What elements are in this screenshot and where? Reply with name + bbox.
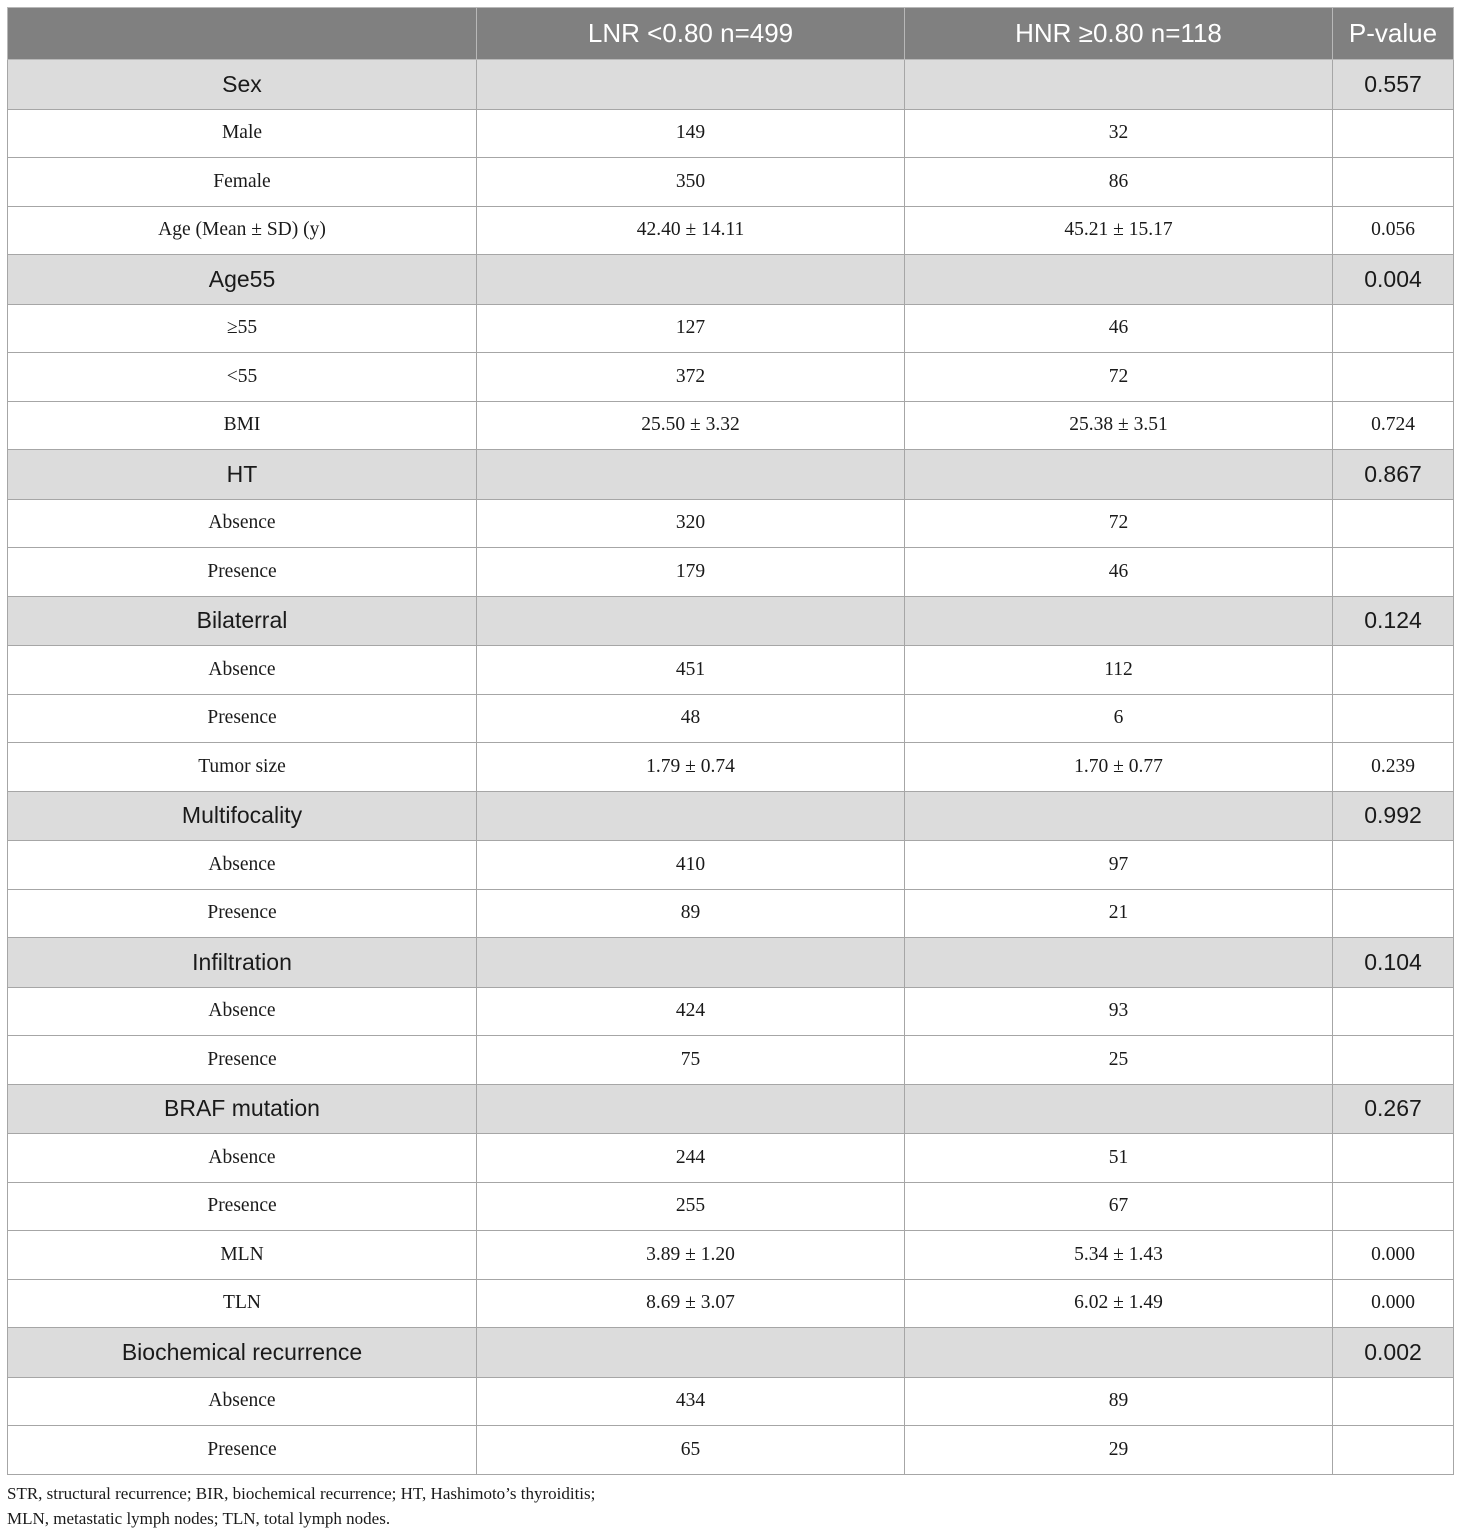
p-value-cell <box>1333 548 1454 597</box>
hnr-value: 6.02 ± 1.49 <box>905 1279 1333 1328</box>
variable-label: BMI <box>8 401 477 450</box>
hnr-value: 97 <box>905 841 1333 890</box>
level-label: Presence <box>8 1036 477 1085</box>
hnr-value: 25 <box>905 1036 1333 1085</box>
header-row <box>8 8 1454 60</box>
p-value-cell <box>1333 499 1454 548</box>
level-label: Male <box>8 109 477 158</box>
hnr-value: 51 <box>905 1134 1333 1183</box>
row-biochemical-absence <box>8 1377 1454 1426</box>
p-value-cell <box>1333 353 1454 402</box>
level-label: Presence <box>8 694 477 743</box>
p-value: 0.000 <box>1333 1231 1454 1280</box>
level-label: Absence <box>8 1377 477 1426</box>
row-multifocality-presence <box>8 889 1454 938</box>
row-braf-presence <box>8 1182 1454 1231</box>
p-value-cell <box>1333 841 1454 890</box>
row-ht-absence <box>8 499 1454 548</box>
row-infiltration-absence <box>8 987 1454 1036</box>
level-label: Absence <box>8 499 477 548</box>
row-sex-male <box>8 109 1454 158</box>
lnr-value: 149 <box>477 109 905 158</box>
lnr-value: 372 <box>477 353 905 402</box>
hnr-value: 72 <box>905 499 1333 548</box>
p-value: 0.124 <box>1333 596 1454 646</box>
lnr-value: 1.79 ± 0.74 <box>477 743 905 792</box>
p-value: 0.267 <box>1333 1084 1454 1134</box>
p-value: 0.557 <box>1333 60 1454 110</box>
table-footnote <box>7 1481 595 1531</box>
hnr-value: 5.34 ± 1.43 <box>905 1231 1333 1280</box>
group-row-age55 <box>8 255 1454 305</box>
footnote-line: STR, structural recurrence; BIR, biochemical recurrence; HT, Hashimoto’s thyroiditis; <box>7 1484 596 1503</box>
level-label: Absence <box>8 841 477 890</box>
hnr-cell <box>905 1084 1333 1134</box>
hnr-cell <box>905 1328 1333 1378</box>
variable-label: Multifocality <box>8 791 477 841</box>
p-value: 0.867 <box>1333 450 1454 500</box>
p-value: 0.004 <box>1333 255 1454 305</box>
variable-label: Sex <box>8 60 477 110</box>
variable-label: TLN <box>8 1279 477 1328</box>
lnr-value: 350 <box>477 158 905 207</box>
lnr-value: 434 <box>477 1377 905 1426</box>
level-label: Presence <box>8 548 477 597</box>
p-value-cell <box>1333 158 1454 207</box>
row-bilateral-presence <box>8 694 1454 743</box>
lnr-cell <box>477 938 905 988</box>
hnr-cell <box>905 596 1333 646</box>
p-value-cell <box>1333 1426 1454 1475</box>
group-row-infiltration <box>8 938 1454 988</box>
p-value: 0.239 <box>1333 743 1454 792</box>
hnr-cell <box>905 255 1333 305</box>
lnr-value: 179 <box>477 548 905 597</box>
hnr-value: 86 <box>905 158 1333 207</box>
hnr-value: 21 <box>905 889 1333 938</box>
lnr-value: 255 <box>477 1182 905 1231</box>
header-variable-cell <box>8 8 477 60</box>
hnr-value: 93 <box>905 987 1333 1036</box>
p-value-cell <box>1333 1134 1454 1183</box>
characteristics-table <box>7 7 1454 1475</box>
lnr-value: 48 <box>477 694 905 743</box>
variable-label: Age55 <box>8 255 477 305</box>
lnr-value: 89 <box>477 889 905 938</box>
row-biochemical-presence <box>8 1426 1454 1475</box>
lnr-value: 451 <box>477 646 905 695</box>
p-value: 0.992 <box>1333 791 1454 841</box>
hnr-value: 32 <box>905 109 1333 158</box>
lnr-value: 127 <box>477 304 905 353</box>
lnr-value: 3.89 ± 1.20 <box>477 1231 905 1280</box>
group-row-braf-mutation <box>8 1084 1454 1134</box>
lnr-value: 320 <box>477 499 905 548</box>
p-value-cell <box>1333 1182 1454 1231</box>
hnr-value: 46 <box>905 304 1333 353</box>
hnr-value: 46 <box>905 548 1333 597</box>
variable-label: Biochemical recurrence <box>8 1328 477 1378</box>
row-tln <box>8 1279 1454 1328</box>
group-row-multifocality <box>8 791 1454 841</box>
variable-label: HT <box>8 450 477 500</box>
hnr-value: 25.38 ± 3.51 <box>905 401 1333 450</box>
p-value-cell <box>1333 646 1454 695</box>
lnr-cell <box>477 791 905 841</box>
variable-label: Age (Mean ± SD) (y) <box>8 206 477 255</box>
p-value: 0.056 <box>1333 206 1454 255</box>
lnr-value: 410 <box>477 841 905 890</box>
row-mln <box>8 1231 1454 1280</box>
header-p-value: P-value <box>1333 8 1454 60</box>
lnr-value: 42.40 ± 14.11 <box>477 206 905 255</box>
row-bmi <box>8 401 1454 450</box>
lnr-value: 8.69 ± 3.07 <box>477 1279 905 1328</box>
level-label: Absence <box>8 646 477 695</box>
lnr-value: 65 <box>477 1426 905 1475</box>
header-lnr: LNR <0.80 n=499 <box>477 8 905 60</box>
lnr-cell <box>477 1084 905 1134</box>
level-label: <55 <box>8 353 477 402</box>
row-infiltration-presence <box>8 1036 1454 1085</box>
level-label: Presence <box>8 889 477 938</box>
p-value-cell <box>1333 889 1454 938</box>
footnote-line: MLN, metastatic lymph nodes; TLN, total lymph nodes. <box>7 1509 391 1528</box>
lnr-value: 424 <box>477 987 905 1036</box>
level-label: Female <box>8 158 477 207</box>
variable-label: MLN <box>8 1231 477 1280</box>
p-value-cell <box>1333 694 1454 743</box>
hnr-cell <box>905 791 1333 841</box>
hnr-value: 72 <box>905 353 1333 402</box>
row-age55-lt55 <box>8 353 1454 402</box>
hnr-value: 6 <box>905 694 1333 743</box>
lnr-value: 244 <box>477 1134 905 1183</box>
hnr-value: 1.70 ± 0.77 <box>905 743 1333 792</box>
lnr-cell <box>477 1328 905 1378</box>
hnr-value: 29 <box>905 1426 1333 1475</box>
level-label: Absence <box>8 1134 477 1183</box>
hnr-value: 112 <box>905 646 1333 695</box>
variable-label: Bilaterral <box>8 596 477 646</box>
group-row-biochemical-recurrence <box>8 1328 1454 1378</box>
lnr-cell <box>477 596 905 646</box>
lnr-cell <box>477 255 905 305</box>
level-label: Absence <box>8 987 477 1036</box>
hnr-value: 45.21 ± 15.17 <box>905 206 1333 255</box>
group-row-ht <box>8 450 1454 500</box>
row-bilateral-absence <box>8 646 1454 695</box>
level-label: Presence <box>8 1182 477 1231</box>
row-age-mean <box>8 206 1454 255</box>
hnr-cell <box>905 938 1333 988</box>
row-multifocality-absence <box>8 841 1454 890</box>
p-value-cell <box>1333 304 1454 353</box>
lnr-value: 25.50 ± 3.32 <box>477 401 905 450</box>
lnr-cell <box>477 450 905 500</box>
p-value-cell <box>1333 1377 1454 1426</box>
level-label: Presence <box>8 1426 477 1475</box>
hnr-value: 67 <box>905 1182 1333 1231</box>
variable-label: Infiltration <box>8 938 477 988</box>
hnr-cell <box>905 450 1333 500</box>
p-value: 0.724 <box>1333 401 1454 450</box>
p-value-cell <box>1333 109 1454 158</box>
p-value: 0.002 <box>1333 1328 1454 1378</box>
p-value: 0.104 <box>1333 938 1454 988</box>
hnr-value: 89 <box>905 1377 1333 1426</box>
lnr-value: 75 <box>477 1036 905 1085</box>
group-row-sex <box>8 60 1454 110</box>
row-tumor-size <box>8 743 1454 792</box>
hnr-cell <box>905 60 1333 110</box>
row-ht-presence <box>8 548 1454 597</box>
variable-label: BRAF mutation <box>8 1084 477 1134</box>
p-value-cell <box>1333 1036 1454 1085</box>
header-hnr: HNR ≥0.80 n=118 <box>905 8 1333 60</box>
row-sex-female <box>8 158 1454 207</box>
row-braf-absence <box>8 1134 1454 1183</box>
variable-label: Tumor size <box>8 743 477 792</box>
group-row-bilateral <box>8 596 1454 646</box>
lnr-cell <box>477 60 905 110</box>
level-label: ≥55 <box>8 304 477 353</box>
p-value: 0.000 <box>1333 1279 1454 1328</box>
row-age55-ge55 <box>8 304 1454 353</box>
p-value-cell <box>1333 987 1454 1036</box>
